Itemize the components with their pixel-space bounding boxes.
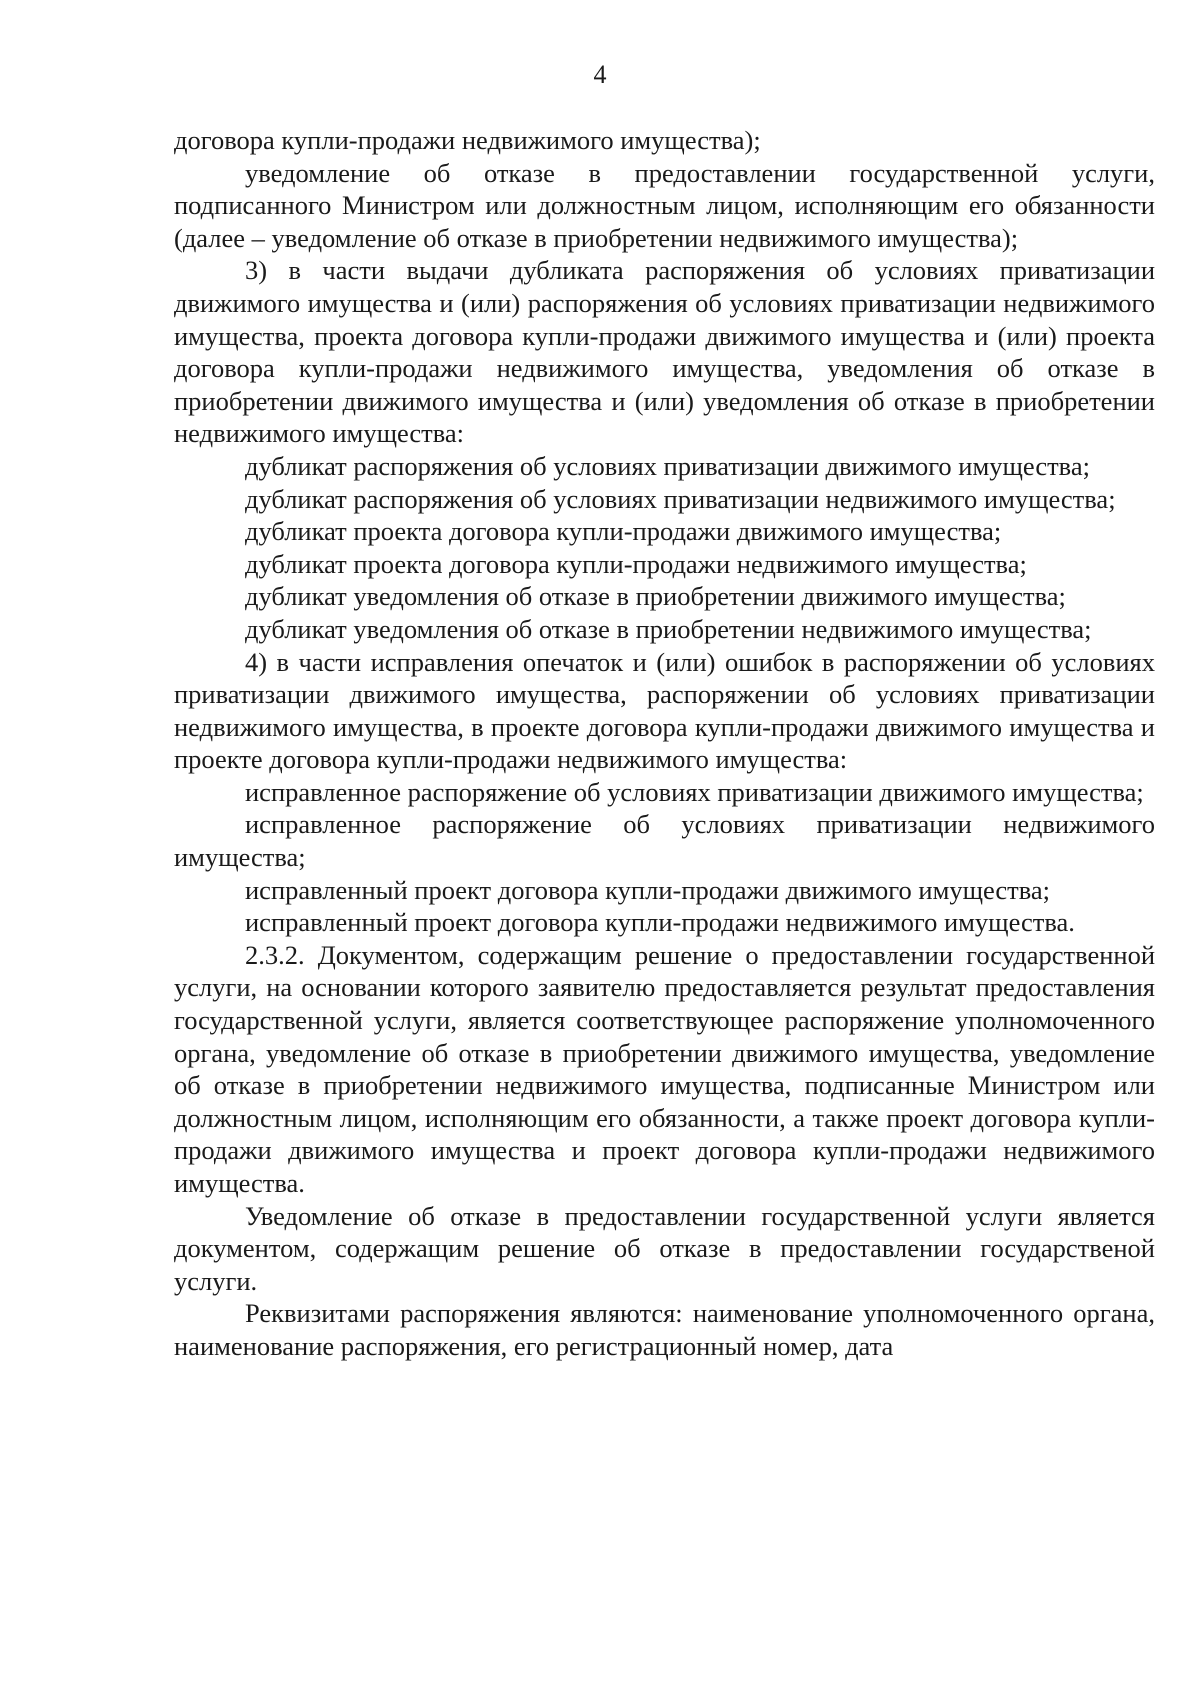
paragraph: исправленное распоряжение об условиях приватизации движимого имущества; (245, 776, 1144, 807)
paragraph: Уведомление об отказе в предоставлении государственной услуги является документом, содержащим решение об отказе в предоставлении государственой услуги. (174, 1200, 1155, 1296)
paragraph: дубликат уведомления об отказе в приобретении недвижимого имущества; (245, 613, 1092, 644)
paragraph: дубликат проекта договора купли-продажи движимого имущества; (245, 516, 1002, 547)
paragraph: уведомление об отказе в предоставлении государственной услуги, подписанного Министром или должностным лицом, исполняющим его обязанности (далее – уведомление об отказе в приобретении недвижимого имущества); (174, 157, 1155, 253)
paragraph: 3) в части выдачи дубликата распоряжения об условиях приватизации движимого имущества и (или) распоряжения об условиях приватизации недвижимого имущества, проекта договора купли-продажи движимого имущества и (или) проекта договора купли-продажи недвижимого имущества, уведомления об отказе в приобретении движимого имущества и (или) уведомления об отказе в приобретении недвижимого имущества: (174, 255, 1155, 449)
page-number: 4 (593, 60, 607, 89)
paragraph: 4) в части исправления опечаток и (или) ошибок в распоряжении об условиях приватизации движимого имущества, распоряжении об условиях приватизации недвижимого имущества, в проекте договора купли-продажи движимого имущества и проекте договора купли-продажи недвижимого имущества: (174, 646, 1155, 775)
paragraph: 2.3.2. Документом, содержащим решение о предоставлении государственной услуги, на основании которого заявителю предоставляется результат предоставления государственной услуги, является соответствующее распоряжение уполномоченного органа, уведомление об отказе в приобретении движимого имущества, уведомление об отказе в приобретении недвижимого имущества, подписанные Министром или должностным лицом, исполняющим его обязанности, а также проект договора купли-продажи движимого имущества и проект договора купли-продажи недвижимого имущества. (174, 939, 1155, 1198)
paragraph: исправленный проект договора купли-продажи движимого имущества; (245, 874, 1051, 905)
paragraph: дубликат проекта договора купли-продажи недвижимого имущества; (245, 548, 1027, 579)
paragraph: исправленный проект договора купли-продажи недвижимого имущества. (245, 907, 1075, 938)
document-body (174, 124, 1155, 1363)
paragraph: дубликат уведомления об отказе в приобретении движимого имущества; (245, 581, 1066, 612)
paragraph: договора купли-продажи недвижимого имущества); (174, 125, 761, 155)
paragraph: дубликат распоряжения об условиях приватизации движимого имущества; (245, 450, 1090, 481)
paragraph: исправленное распоряжение об условиях приватизации недвижимого имущества; (174, 809, 1155, 873)
paragraph: дубликат распоряжения об условиях приватизации недвижимого имущества; (245, 483, 1116, 514)
paragraph: Реквизитами распоряжения являются: наименование уполномоченного органа, наименование распоряжения, его регистрационный номер, дата (174, 1298, 1155, 1361)
